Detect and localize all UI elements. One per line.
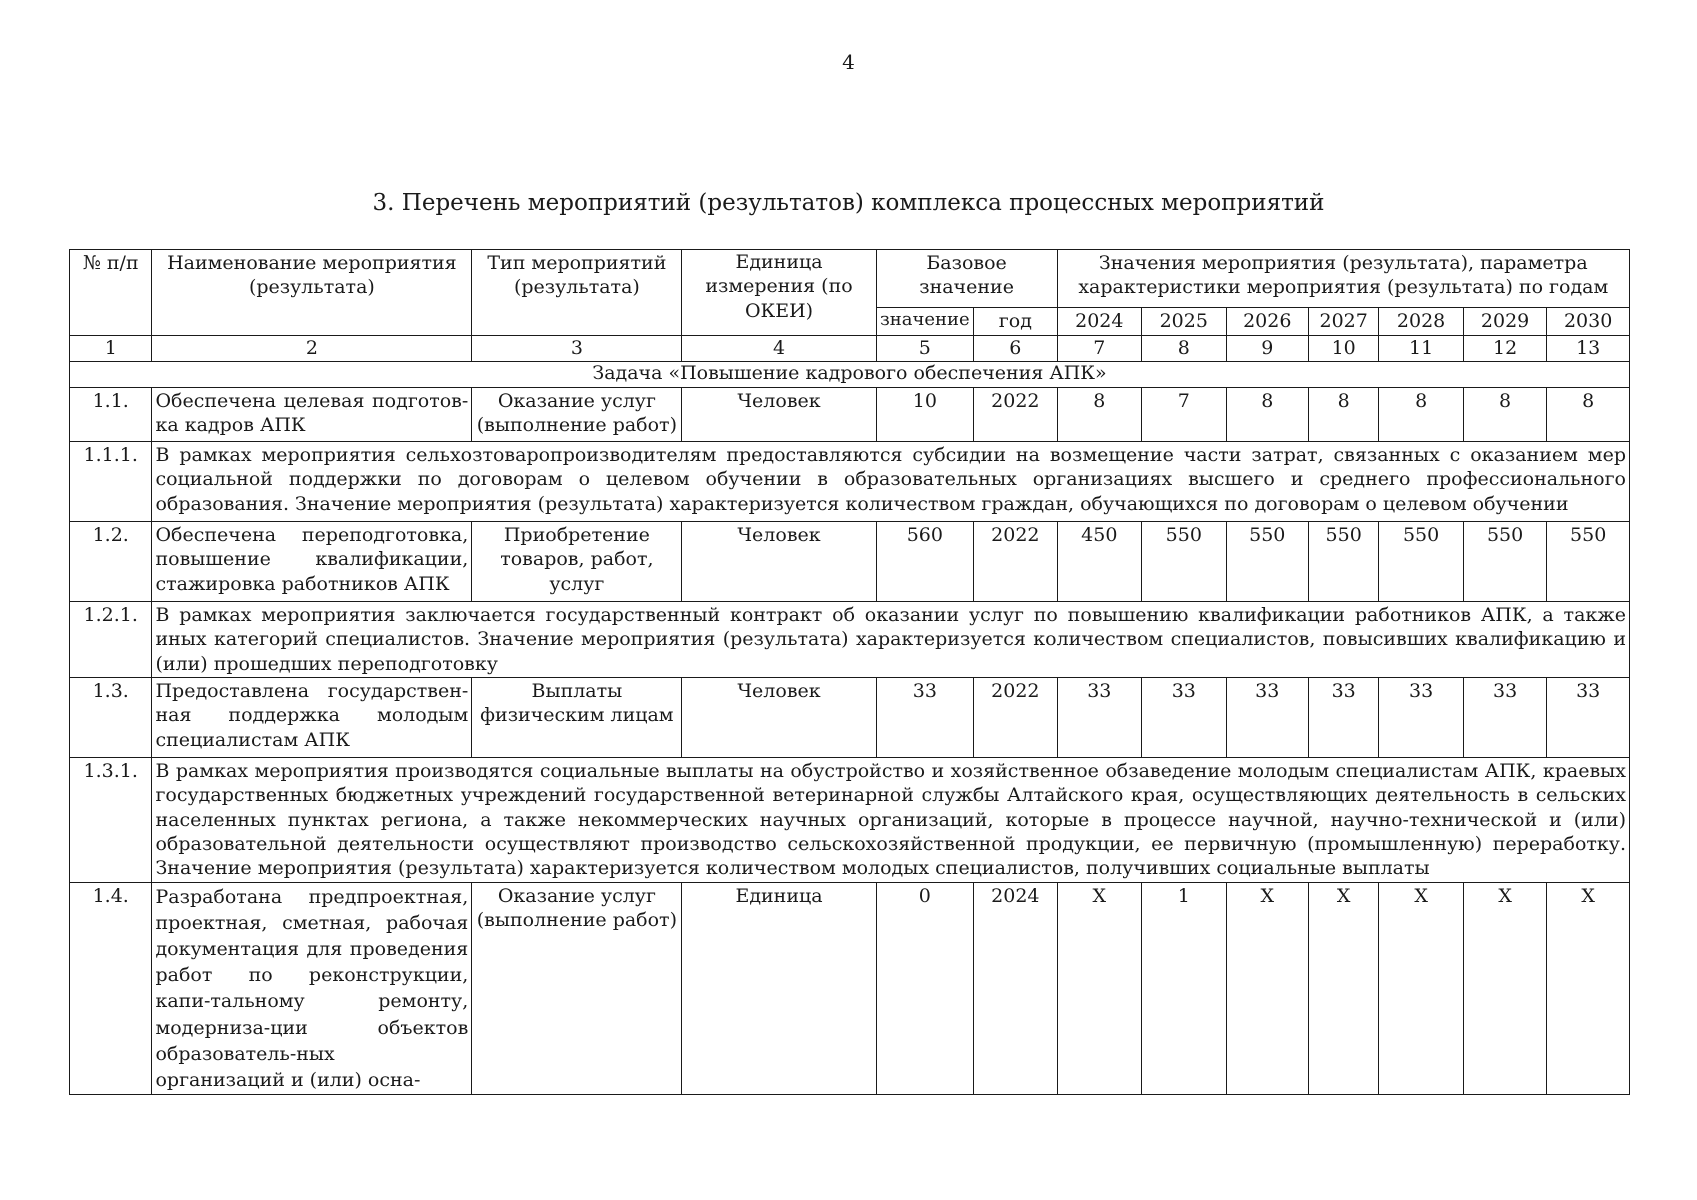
row-value: 33 <box>1547 677 1630 757</box>
column-numbers-row <box>70 336 1630 362</box>
header-name: Наименование мероприятия (результата) <box>152 250 472 336</box>
row-base-value: 33 <box>876 677 974 757</box>
row-type: Оказание услуг (выполнение работ) <box>472 882 682 1095</box>
row-value: 8 <box>1308 388 1378 442</box>
header-year: 2024 <box>1057 308 1141 336</box>
column-number: 10 <box>1308 336 1378 362</box>
row-base-year: 2022 <box>974 677 1057 757</box>
note-row <box>70 757 1630 882</box>
note-number: 1.3.1. <box>70 757 152 882</box>
activities-table <box>69 249 1630 1095</box>
header-values: Значения мероприятия (результата), параметра характеристики мероприятия (результата) по годам <box>1057 250 1629 308</box>
column-number: 3 <box>472 336 682 362</box>
table-row <box>70 522 1630 602</box>
table-row <box>70 677 1630 757</box>
column-number: 2 <box>152 336 472 362</box>
page-number: 4 <box>842 50 855 74</box>
section-title: 3. Перечень мероприятий (результатов) комплекса процессных мероприятий <box>372 190 1325 216</box>
row-type: Выплаты физическим лицам <box>472 677 682 757</box>
row-unit: Единица <box>682 882 876 1095</box>
row-value: 33 <box>1142 677 1226 757</box>
row-number: 1.4. <box>70 882 152 1095</box>
column-number: 1 <box>70 336 152 362</box>
row-value: X <box>1226 882 1308 1095</box>
row-value: 8 <box>1379 388 1463 442</box>
row-base-year: 2022 <box>974 388 1057 442</box>
row-number: 1.1. <box>70 388 152 442</box>
row-base-value: 560 <box>876 522 974 602</box>
header-row <box>70 250 1630 279</box>
row-value: 550 <box>1463 522 1546 602</box>
row-name: Разработана предпроектная, проектная, сметная, рабочая документация для проведения работ по реконструкции, капи-тальному ремонту, модерниза-ции объектов образователь-ных организаций и (или) осна- <box>152 882 472 1095</box>
column-number: 6 <box>974 336 1057 362</box>
row-value: 7 <box>1142 388 1226 442</box>
header-base-year: год <box>974 308 1057 336</box>
row-value: 33 <box>1379 677 1463 757</box>
header-base-value: значение <box>876 308 974 336</box>
task-title: Задача «Повышение кадрового обеспечения АПК» <box>70 362 1630 388</box>
column-number: 4 <box>682 336 876 362</box>
table-row <box>70 388 1630 442</box>
note-row <box>70 442 1630 522</box>
row-value: 8 <box>1057 388 1141 442</box>
row-base-year: 2022 <box>974 522 1057 602</box>
column-number: 5 <box>876 336 974 362</box>
row-value: 8 <box>1226 388 1308 442</box>
table-row <box>70 882 1630 1095</box>
row-type: Приобретение товаров, работ, услуг <box>472 522 682 602</box>
note-row <box>70 602 1630 678</box>
row-base-year: 2024 <box>974 882 1057 1095</box>
header-type: Тип мероприятий (результата) <box>472 250 682 336</box>
note-text: В рамках мероприятия производятся социальные выплаты на обустройство и хозяйственное обзаведение молодым специалистам АПК, краевых государственных бюджетных учреждений государственной ветеринарной службы Алтайского края, осуществляющих деятельность в сельских населенных пунктах региона, а также некоммерческих научных организаций, которые в процессе научной, научно-технической и (или) образовательной деятельности осуществляют производство сельскохозяйственной продукции, ее первичную (промышленную) переработку. Значение мероприятия (результата) характеризуется количеством молодых специалистов, получивших социальные выплаты <box>152 757 1630 882</box>
row-unit: Человек <box>682 388 876 442</box>
row-value: X <box>1463 882 1546 1095</box>
row-number: 1.3. <box>70 677 152 757</box>
row-value: 550 <box>1226 522 1308 602</box>
row-name: Предоставлена государствен-ная поддержка молодым специалистам АПК <box>152 677 472 757</box>
column-number: 8 <box>1142 336 1226 362</box>
row-value: 8 <box>1463 388 1546 442</box>
row-value: 450 <box>1057 522 1141 602</box>
row-value: 8 <box>1547 388 1630 442</box>
note-number: 1.1.1. <box>70 442 152 522</box>
row-value: 33 <box>1057 677 1141 757</box>
note-text: В рамках мероприятия заключается государственный контракт об оказании услуг по повышению квалификации работников АПК, а также иных категорий специалистов. Значение мероприятия (результата) характеризуется количеством специалистов, повысивших квалификацию и (или) прошедших переподготовку <box>152 602 1630 678</box>
column-number: 11 <box>1379 336 1463 362</box>
row-value: 1 <box>1142 882 1226 1095</box>
row-value: 33 <box>1226 677 1308 757</box>
header-year: 2025 <box>1142 308 1226 336</box>
header-unit: Единица измерения (по ОКЕИ) <box>682 250 876 336</box>
header-year: 2027 <box>1308 308 1378 336</box>
column-number: 13 <box>1547 336 1630 362</box>
note-text: В рамках мероприятия сельхозтоваропроизводителям предоставляются субсидии на возмещение части затрат, связанных с оказанием мер социальной поддержки по договорам о целевом обучении в образовательных организациях высшего и среднего профессионального образования. Значение мероприятия (результата) характеризуется количеством граждан, обучающихся по договорам о целевом обучении <box>152 442 1630 522</box>
row-value: X <box>1057 882 1141 1095</box>
row-value: 550 <box>1547 522 1630 602</box>
task-row <box>70 362 1630 388</box>
header-base: Базовое значение <box>876 250 1057 308</box>
row-value: X <box>1379 882 1463 1095</box>
row-value: X <box>1547 882 1630 1095</box>
row-base-value: 0 <box>876 882 974 1095</box>
row-unit: Человек <box>682 677 876 757</box>
row-type: Оказание услуг (выполнение работ) <box>472 388 682 442</box>
row-value: 33 <box>1308 677 1378 757</box>
column-number: 7 <box>1057 336 1141 362</box>
row-unit: Человек <box>682 522 876 602</box>
row-value: 550 <box>1379 522 1463 602</box>
row-value: 33 <box>1463 677 1546 757</box>
row-value: X <box>1308 882 1378 1095</box>
row-name: Обеспечена переподготовка, повышение квалификации, стажировка работников АПК <box>152 522 472 602</box>
row-base-value: 10 <box>876 388 974 442</box>
header-num: № п/п <box>70 250 152 336</box>
header-year: 2029 <box>1463 308 1546 336</box>
row-number: 1.2. <box>70 522 152 602</box>
note-number: 1.2.1. <box>70 602 152 678</box>
row-value: 550 <box>1142 522 1226 602</box>
column-number: 12 <box>1463 336 1546 362</box>
header-year: 2030 <box>1547 308 1630 336</box>
header-year: 2028 <box>1379 308 1463 336</box>
column-number: 9 <box>1226 336 1308 362</box>
header-year: 2026 <box>1226 308 1308 336</box>
row-name: Обеспечена целевая подготов-ка кадров АПК <box>152 388 472 442</box>
row-value: 550 <box>1308 522 1378 602</box>
